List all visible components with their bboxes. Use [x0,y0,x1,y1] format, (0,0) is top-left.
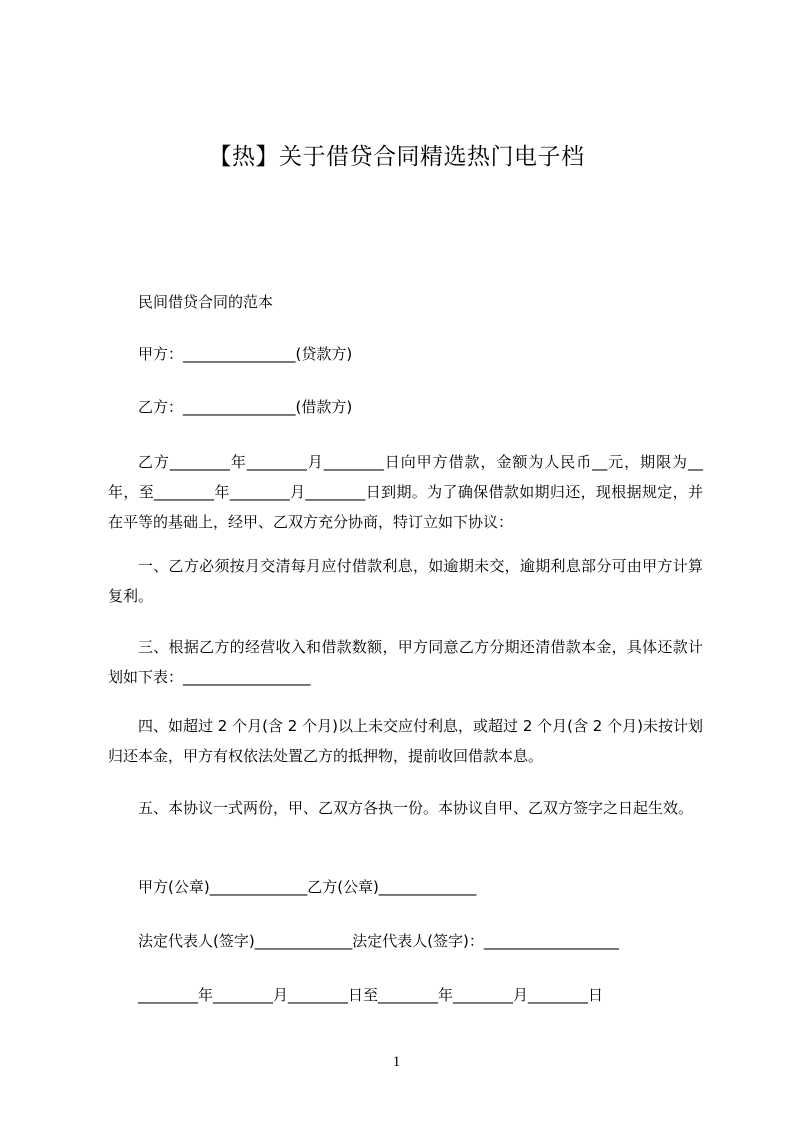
contract-heading: 民间借贷合同的范本 [138,293,274,311]
page-number: 1 [392,1054,401,1070]
clause-one: 一、乙方必须按月交清每月应付借款利息，如逾期未交，逾期利息部分可由甲方计算复利。 [108,557,703,605]
clause-three: 三、根据乙方的经营收入和借款数额，甲方同意乙方分期还清借款本金，具体还款计划如下表：_________________ [108,638,703,686]
date-range-line: ________年________月________日至________年________月________日 [138,986,604,1004]
party-a-line: 甲方：_______________(贷款方) [138,345,353,363]
representative-signature-line: 法定代表人(签字)_____________法定代表人(签字)：__________________ [138,932,619,950]
intro-paragraph: 乙方________年________月________日向甲方借款，金额为人民币__元，期限为__年，至________年________月________日到期。为了确保借款如期归还，现根据规定，并在平等的基础上，经甲、乙双方充分协商，特订立如下协议： [108,453,703,531]
party-b-line: 乙方：_______________(借款方) [138,398,353,416]
clause-five: 五、本协议一式两份，甲、乙双方各执一份。本协议自甲、乙双方签字之日起生效。 [138,799,694,817]
seal-line: 甲方(公章)_____________乙方(公章)_____________ [138,878,477,896]
document-title: 【热】关于借贷合同精选热门电子档 [208,144,585,170]
clause-four: 四、如超过 2 个月(含 2 个月)以上未交应付利息，或超过 2 个月(含 2 个月)未按计划归还本金，甲方有权依法处置乙方的抵押物，提前收回借款本息。 [108,717,703,765]
